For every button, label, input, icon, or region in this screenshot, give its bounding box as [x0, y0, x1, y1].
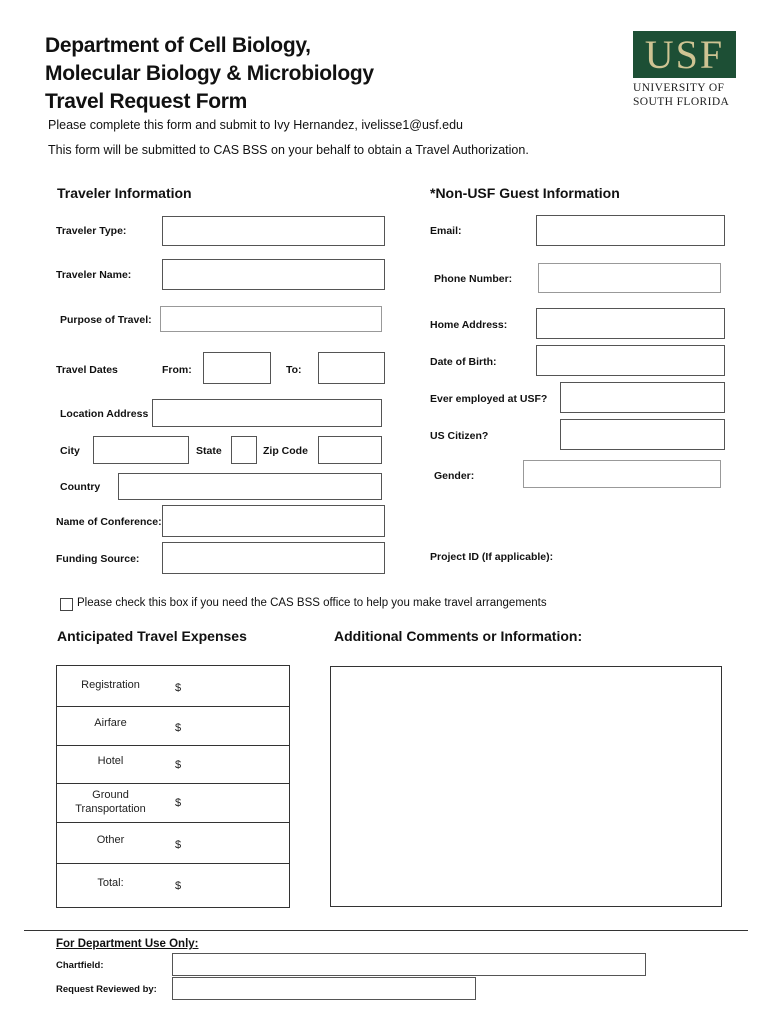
expense-currency: $: [175, 722, 182, 734]
expense-row-registration: [57, 666, 289, 707]
guest-email-label: Email:: [430, 225, 462, 237]
title-line-2: Molecular Biology & Microbiology: [45, 62, 374, 85]
guest-dob-field[interactable]: [536, 345, 725, 376]
location-address-field[interactable]: [152, 399, 382, 427]
form-title: [45, 32, 374, 116]
reviewed-by-label: Request Reviewed by:: [56, 984, 157, 995]
assistance-checkbox[interactable]: [60, 598, 73, 611]
conference-label: Name of Conference:: [56, 516, 162, 528]
expense-row-total: [57, 864, 289, 907]
city-field[interactable]: [93, 436, 189, 464]
expense-name: Hotel: [97, 755, 124, 767]
to-label: To:: [286, 364, 302, 376]
expense-name: Total:: [97, 877, 124, 889]
state-field[interactable]: [231, 436, 257, 464]
guest-employed-field[interactable]: [560, 382, 725, 413]
guest-info-heading: *Non-USF Guest Information: [430, 185, 620, 201]
expense-name: Registration: [81, 679, 140, 691]
expense-name: [57, 788, 164, 816]
expense-currency: $: [175, 759, 182, 771]
expenses-heading: Anticipated Travel Expenses: [57, 628, 247, 644]
logo-text-university-of: UNIVERSITY OF: [633, 82, 725, 94]
expense-row-airfare: [57, 707, 289, 746]
country-field[interactable]: [118, 473, 382, 500]
expenses-table: [56, 665, 290, 908]
title-line-1: Department of Cell Biology,: [45, 34, 311, 57]
expense-name: Other: [96, 834, 125, 846]
city-label: City: [60, 445, 80, 457]
guest-phone-label: Phone Number:: [434, 273, 513, 285]
expense-row-ground-transportation: [57, 784, 289, 823]
expense-name-line-2: Transportation: [75, 803, 146, 815]
expense-name-line-1: Ground: [92, 789, 129, 801]
traveler-info-heading: Traveler Information: [57, 185, 192, 201]
conference-field[interactable]: [162, 505, 385, 537]
traveler-type-label: Traveler Type:: [56, 225, 127, 237]
expense-currency: $: [175, 682, 182, 694]
traveler-name-label: Traveler Name:: [56, 269, 132, 281]
department-use-heading: For Department Use Only:: [56, 938, 199, 950]
chartfield-field[interactable]: [172, 953, 646, 976]
guest-gender-field[interactable]: [523, 460, 721, 488]
reviewed-by-field[interactable]: [172, 977, 476, 1000]
intro-instructions: Please complete this form and submit to Ivy Hernandez, ivelisse1@usf.edu: [48, 118, 463, 132]
state-label: State: [196, 445, 222, 457]
expense-currency: $: [175, 797, 182, 809]
purpose-label: Purpose of Travel:: [60, 314, 152, 326]
purpose-field[interactable]: [160, 306, 382, 332]
guest-phone-field[interactable]: [538, 263, 721, 293]
travel-dates-label: Travel Dates: [56, 364, 118, 376]
expense-currency: $: [175, 839, 182, 851]
chartfield-label: Chartfield:: [56, 960, 104, 971]
zip-field[interactable]: [318, 436, 382, 464]
funding-source-label: Funding Source:: [56, 553, 140, 565]
intro-submission-note: This form will be submitted to CAS BSS on your behalf to obtain a Travel Authorization.: [48, 143, 529, 157]
guest-citizen-label: US Citizen?: [430, 430, 489, 442]
guest-citizen-field[interactable]: [560, 419, 725, 450]
guest-email-field[interactable]: [536, 215, 725, 246]
expense-row-hotel: [57, 746, 289, 784]
comments-textarea[interactable]: [330, 666, 722, 907]
to-date-field[interactable]: [318, 352, 385, 384]
title-line-3: Travel Request Form: [45, 90, 248, 113]
usf-logo-mark: USF: [644, 31, 725, 77]
expense-name: Airfare: [94, 717, 127, 729]
from-label: From:: [162, 364, 192, 376]
section-divider: [24, 930, 748, 931]
assistance-checkbox-label: Please check this box if you need the CAS BSS office to help you make travel arrangements: [77, 597, 547, 609]
logo-text-south-florida: SOUTH FLORIDA: [633, 96, 730, 108]
expense-row-other: [57, 823, 289, 864]
location-address-label: Location Address: [60, 408, 149, 420]
guest-employed-label: Ever employed at USF?: [430, 393, 548, 405]
guest-address-label: Home Address:: [430, 319, 508, 331]
from-date-field[interactable]: [203, 352, 271, 384]
funding-source-field[interactable]: [162, 542, 385, 574]
usf-logo: [633, 31, 736, 78]
zip-label: Zip Code: [263, 445, 308, 457]
expense-currency: $: [175, 880, 182, 892]
country-label: Country: [60, 481, 101, 493]
guest-address-field[interactable]: [536, 308, 725, 339]
project-id-label: Project ID (If applicable):: [430, 551, 554, 563]
traveler-type-field[interactable]: [162, 216, 385, 246]
guest-gender-label: Gender:: [434, 470, 475, 482]
guest-dob-label: Date of Birth:: [430, 356, 497, 368]
traveler-name-field[interactable]: [162, 259, 385, 290]
comments-heading: Additional Comments or Information:: [334, 628, 583, 644]
